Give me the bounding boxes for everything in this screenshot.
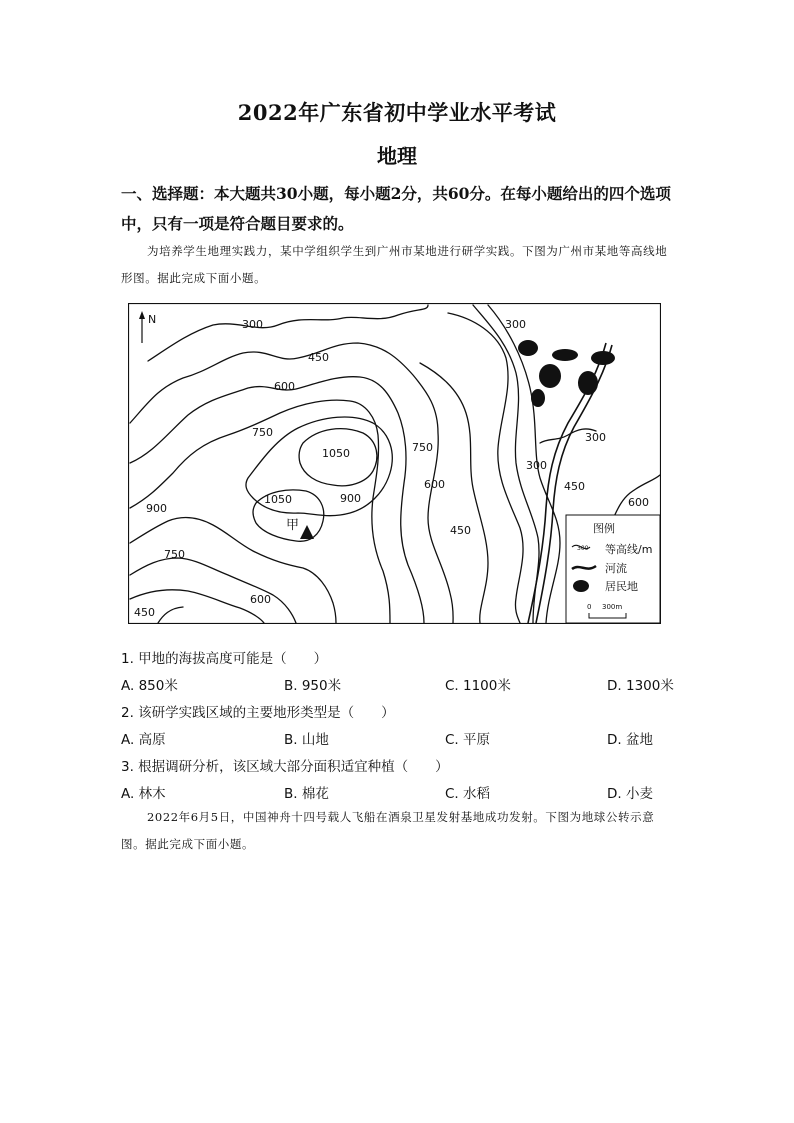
section-heading: 一、选择题：本大题共30小题，每小题2分，共60分。在每小题给出的四个选项中，只有一项是符合题目要求的。 <box>121 184 671 233</box>
contour-label: 1050 <box>322 447 350 460</box>
legend-settlement-label: 居民地 <box>605 580 638 593</box>
point-jia-label: 甲 <box>286 518 300 533</box>
contour-label: 600 <box>628 496 649 509</box>
question-2-options <box>121 728 673 748</box>
option-a[interactable]: A. 高原 <box>121 732 166 748</box>
contour-label: 450 <box>450 524 471 537</box>
option-c[interactable]: C. 水稻 <box>445 786 491 802</box>
legend-settlement-icon <box>573 580 589 592</box>
legend-river-label: 河流 <box>605 562 627 575</box>
option-c[interactable]: C. 平原 <box>445 732 491 748</box>
option-c[interactable]: C. 1100米 <box>445 678 511 694</box>
option-b[interactable]: B. 950米 <box>284 678 342 694</box>
contour-label: 900 <box>340 492 361 505</box>
option-d[interactable]: D. 1300米 <box>607 678 674 694</box>
question-1-stem: 1. 甲地的海拔高度可能是（ ） <box>121 651 328 667</box>
option-b[interactable]: B. 山地 <box>284 732 329 748</box>
contour-label: 600 <box>250 593 271 606</box>
contour-label: 900 <box>146 502 167 515</box>
scale-zero-label: 0 <box>587 603 592 611</box>
contour-label: 450 <box>134 606 155 619</box>
contour-label: 300 <box>242 318 263 331</box>
contour-map <box>128 303 661 624</box>
question-3-options <box>121 782 673 802</box>
option-a[interactable]: A. 林木 <box>121 786 166 802</box>
contour-label: 300 <box>585 431 606 444</box>
legend-title: 图例 <box>593 522 615 535</box>
legend-contour-label: 等高线/m <box>605 543 653 556</box>
question-1-options <box>121 674 673 694</box>
question-intro-1: 为培养学生地理实践力，某中学组织学生到广州市某地进行研学实践。下图为广州市某地等高线地形图。据此完成下面小题。 <box>121 244 668 285</box>
scale-value-label: 300m <box>602 603 623 611</box>
question-intro-2: 2022年6月5日，中国神舟十四号载人飞船在酒泉卫星发射基地成功发射。下图为地球公转示意图。据此完成下面小题。 <box>121 810 655 851</box>
contour-label: 450 <box>564 480 585 493</box>
exam-title: 2022年广东省初中学业水平考试 <box>237 100 557 125</box>
contour-label: 300 <box>505 318 526 331</box>
option-d[interactable]: D. 小麦 <box>607 786 653 802</box>
exam-subject: 地理 <box>377 144 417 168</box>
legend-contour-sample: 300 <box>577 545 589 552</box>
option-d[interactable]: D. 盆地 <box>607 732 653 748</box>
question-3-stem: 3. 根据调研分析，该区域大部分面积适宜种植（ ） <box>121 759 449 775</box>
contour-label: 750 <box>164 548 185 561</box>
option-a[interactable]: A. 850米 <box>121 678 178 694</box>
contour-label: 750 <box>412 441 433 454</box>
question-2-stem: 2. 该研学实践区域的主要地形类型是（ ） <box>121 705 395 721</box>
map-legend <box>566 515 660 623</box>
contour-label: 450 <box>308 351 329 364</box>
north-label: N <box>148 313 157 326</box>
contour-label: 300 <box>526 459 547 472</box>
contour-label: 600 <box>274 380 295 393</box>
contour-label: 600 <box>424 478 445 491</box>
contour-label: 750 <box>252 426 273 439</box>
option-b[interactable]: B. 棉花 <box>284 786 329 802</box>
contour-label: 1050 <box>264 493 292 506</box>
